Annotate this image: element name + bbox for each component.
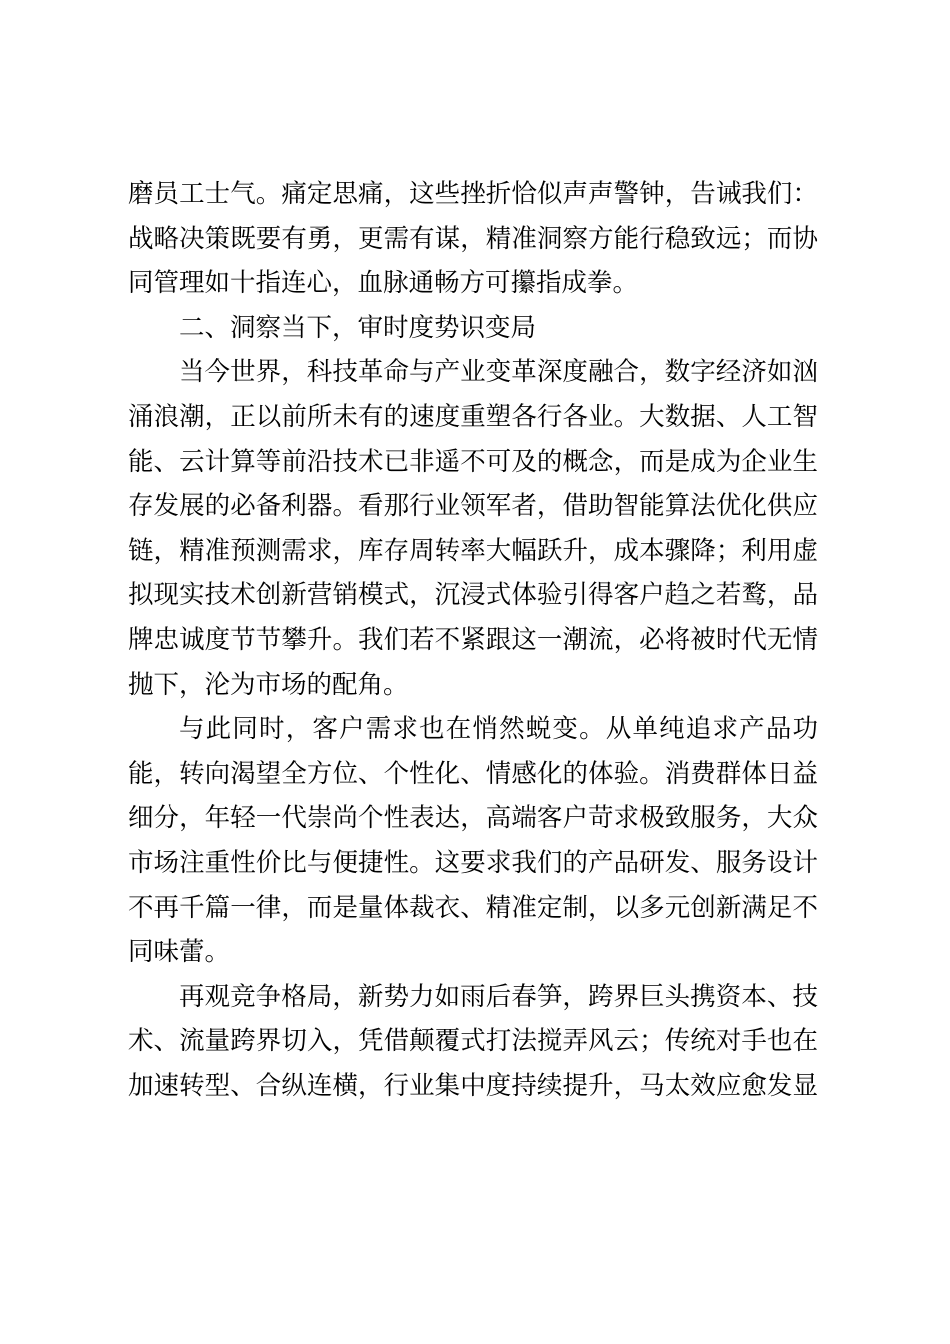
text-line: 拟现实技术创新营销模式，沉浸式体验引得客户趋之若鹜，品 <box>128 580 818 611</box>
text-line: 术、流量跨界切入，凭借颠覆式打法搅弄风云；传统对手也在 <box>128 1026 818 1057</box>
paragraph-continuation <box>128 172 818 306</box>
text-line: 链，精准预测需求，库存周转率大幅跃升，成本骤降；利用虚 <box>128 535 818 566</box>
paragraph-customer-demand <box>128 707 818 975</box>
text-line: 加速转型、合纵连横，行业集中度持续提升，马太效应愈发显 <box>128 1070 818 1101</box>
text-line: 同管理如十指连心，血脉通畅方可攥指成拳。 <box>128 268 639 299</box>
text-line: 牌忠诚度节节攀升。我们若不紧跟这一潮流，必将被时代无情 <box>128 624 818 655</box>
section-heading: 二、洞察当下，审时度势识变局 <box>179 312 537 343</box>
text-line: 战略决策既要有勇，更需有谋，精准洞察方能行稳致远；而协 <box>128 223 818 254</box>
text-line: 存发展的必备利器。看那行业领军者，借助智能算法优化供应 <box>128 491 818 522</box>
text-line: 能，转向渴望全方位、个性化、情感化的体验。消费群体日益 <box>128 758 818 789</box>
text-line: 磨员工士气。痛定思痛，这些挫折恰似声声警钟，告诫我们： <box>128 179 818 209</box>
document-body <box>128 172 818 1108</box>
text-line: 与此同时，客户需求也在悄然蜕变。从单纯追求产品功 <box>179 714 818 745</box>
text-line: 当今世界，科技革命与产业变革深度融合，数字经济如汹 <box>179 357 818 388</box>
text-line: 市场注重性价比与便捷性。这要求我们的产品研发、服务设计 <box>128 847 818 878</box>
paragraph-competition <box>128 975 818 1109</box>
text-line: 同味蕾。 <box>128 937 231 968</box>
text-line: 能、云计算等前沿技术已非遥不可及的概念，而是成为企业生 <box>128 446 818 477</box>
text-line: 不再千篇一律，而是量体裁衣、精准定制，以多元创新满足不 <box>128 892 818 923</box>
text-line: 细分，年轻一代崇尚个性表达，高端客户苛求极致服务，大众 <box>128 803 818 834</box>
text-line: 涌浪潮，正以前所未有的速度重塑各行各业。大数据、人工智 <box>128 401 818 432</box>
text-line: 抛下，沦为市场的配角。 <box>128 669 409 700</box>
text-line: 再观竞争格局，新势力如雨后春笋，跨界巨头携资本、技 <box>179 981 818 1012</box>
paragraph-digital-economy <box>128 350 818 707</box>
